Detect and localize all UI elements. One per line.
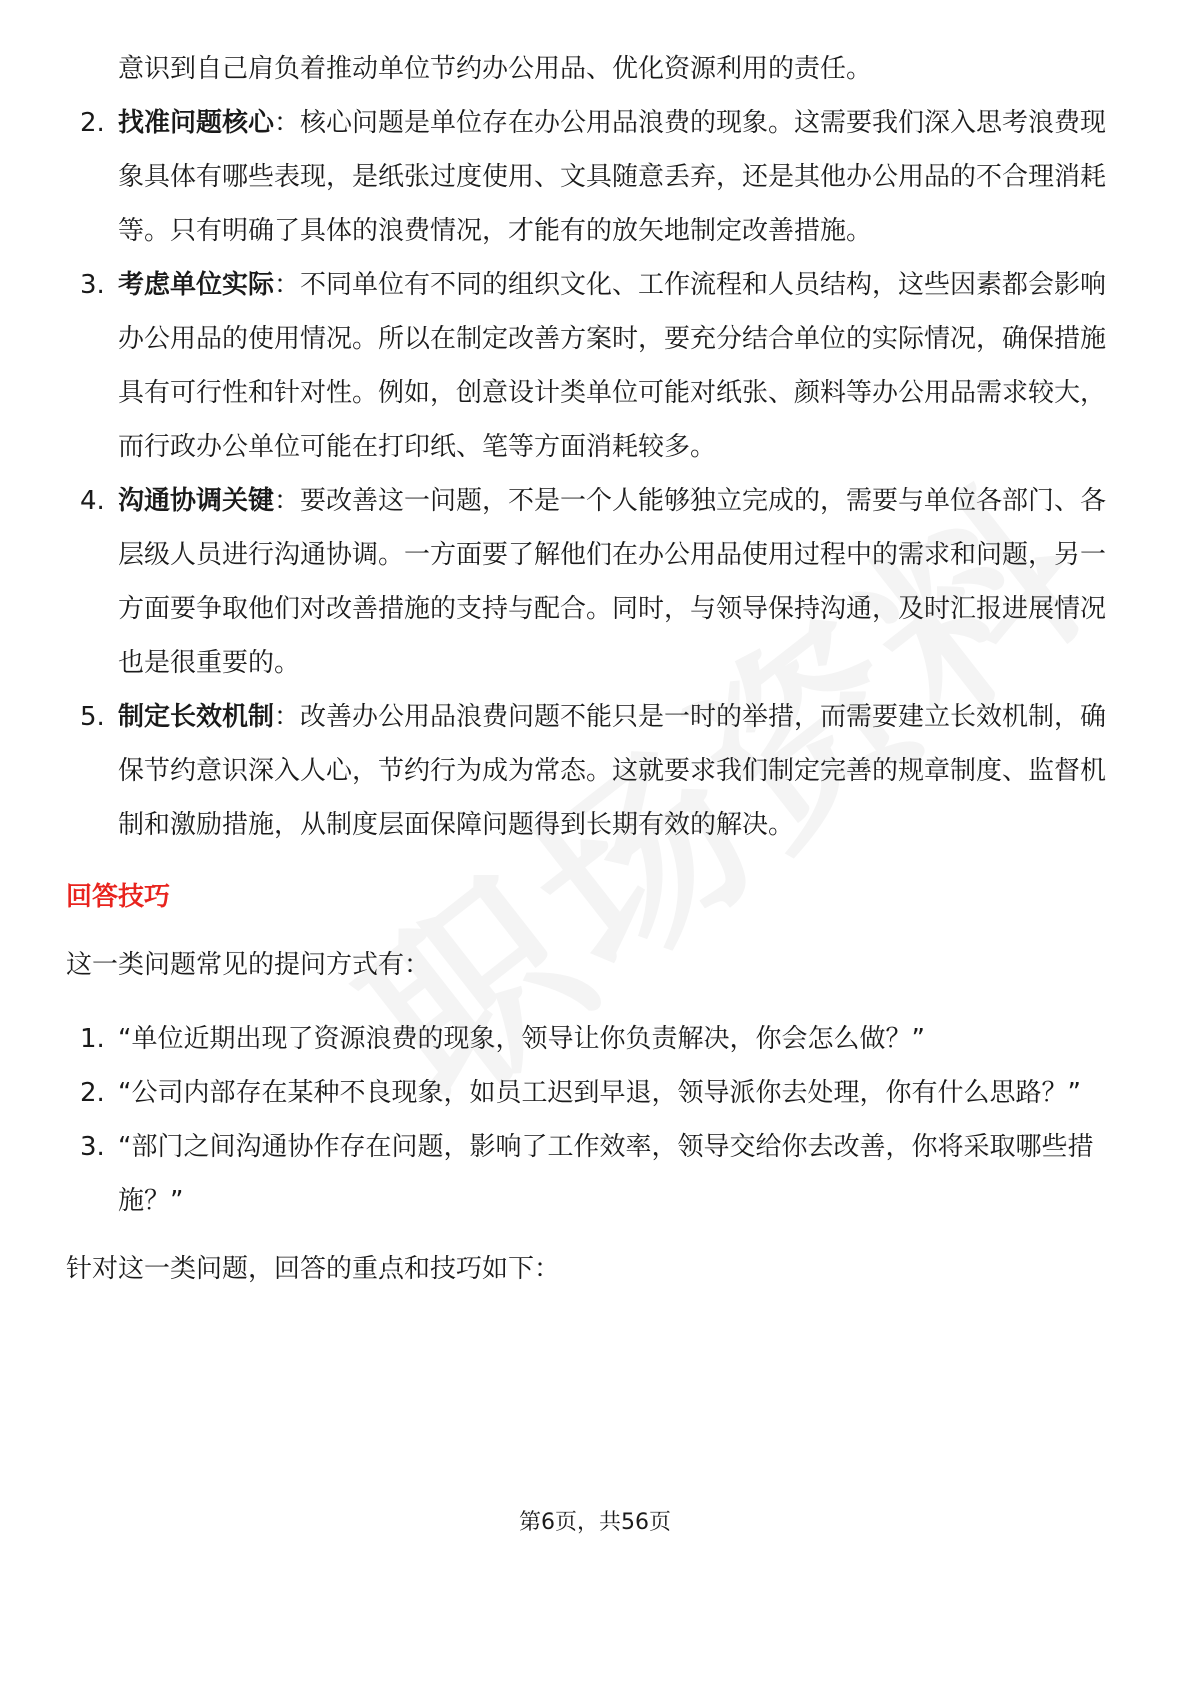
list-item [66,258,1126,474]
list-number: 3. [80,1132,105,1162]
list-number: 2. [80,108,105,138]
page-number: 第6页，共56页 [519,1510,671,1535]
list-item [66,1066,1126,1120]
list-item [66,96,1126,258]
list-number: 4. [80,486,105,516]
list-item [66,474,1126,690]
point-title: 考虑单位实际 [118,270,275,300]
questions-list [66,1012,1126,1228]
point-title: 制定长效机制 [118,702,275,732]
point-text: ：核心问题是单位存在办公用品浪费的现象。这需要我们深入思考浪费现象具体有哪些表现，是纸张过度使用、文具随意丢弃，还是其他办公用品的不合理消耗等。只有明确了具体的浪费情况，才能有的放矢地制定改善措施。 [118,108,1107,246]
list-item [66,1120,1126,1228]
list-number: 5. [80,702,105,732]
point-title: 找准问题核心 [118,108,275,138]
list-number: 2. [80,1078,105,1108]
list-number: 3. [80,270,105,300]
question-text: “单位近期出现了资源浪费的现象，领导让你负责解决，你会怎么做？” [118,1024,925,1054]
list-item [66,1012,1126,1066]
point-text: ：要改善这一问题，不是一个人能够独立完成的，需要与单位各部门、各层级人员进行沟通协调。一方面要了解他们在办公用品使用过程中的需求和问题，另一方面要争取他们对改善措施的支持与配合。同时，与领导保持沟通，及时汇报进展情况也是很重要的。 [118,486,1107,678]
list-item [66,690,1126,852]
closing-paragraph: 针对这一类问题，回答的重点和技巧如下： [66,1254,561,1284]
key-points-list [66,96,1126,852]
intro-paragraph: 这一类问题常见的提问方式有： [66,950,431,980]
question-text: “公司内部存在某种不良现象，如员工迟到早退，领导派你去处理，你有什么思路？” [118,1078,1081,1108]
point-text: ：不同单位有不同的组织文化、工作流程和人员结构，这些因素都会影响办公用品的使用情况。所以在制定改善方案时，要充分结合单位的实际情况，确保措施具有可行性和针对性。例如，创意设计类单位可能对纸张、颜料等办公用品需求较大，而行政办公单位可能在打印纸、笔等方面消耗较多。 [118,270,1107,462]
question-text: “部门之间沟通协作存在问题，影响了工作效率，领导交给你去改善，你将采取哪些措施？” [118,1132,1094,1216]
section-heading: 回答技巧 [66,882,171,912]
point-text: ：改善办公用品浪费问题不能只是一时的举措，而需要建立长效机制，确保节约意识深入人心，节约行为成为常态。这就要求我们制定完善的规章制度、监督机制和激励措施，从制度层面保障问题得到长期有效的解决。 [118,702,1107,840]
point-title: 沟通协调关键 [118,486,275,516]
list-number: 1. [80,1024,105,1054]
continued-paragraph: 意识到自己肩负着推动单位节约办公用品、优化资源利用的责任。 [118,54,873,84]
page-content [66,42,1126,1296]
